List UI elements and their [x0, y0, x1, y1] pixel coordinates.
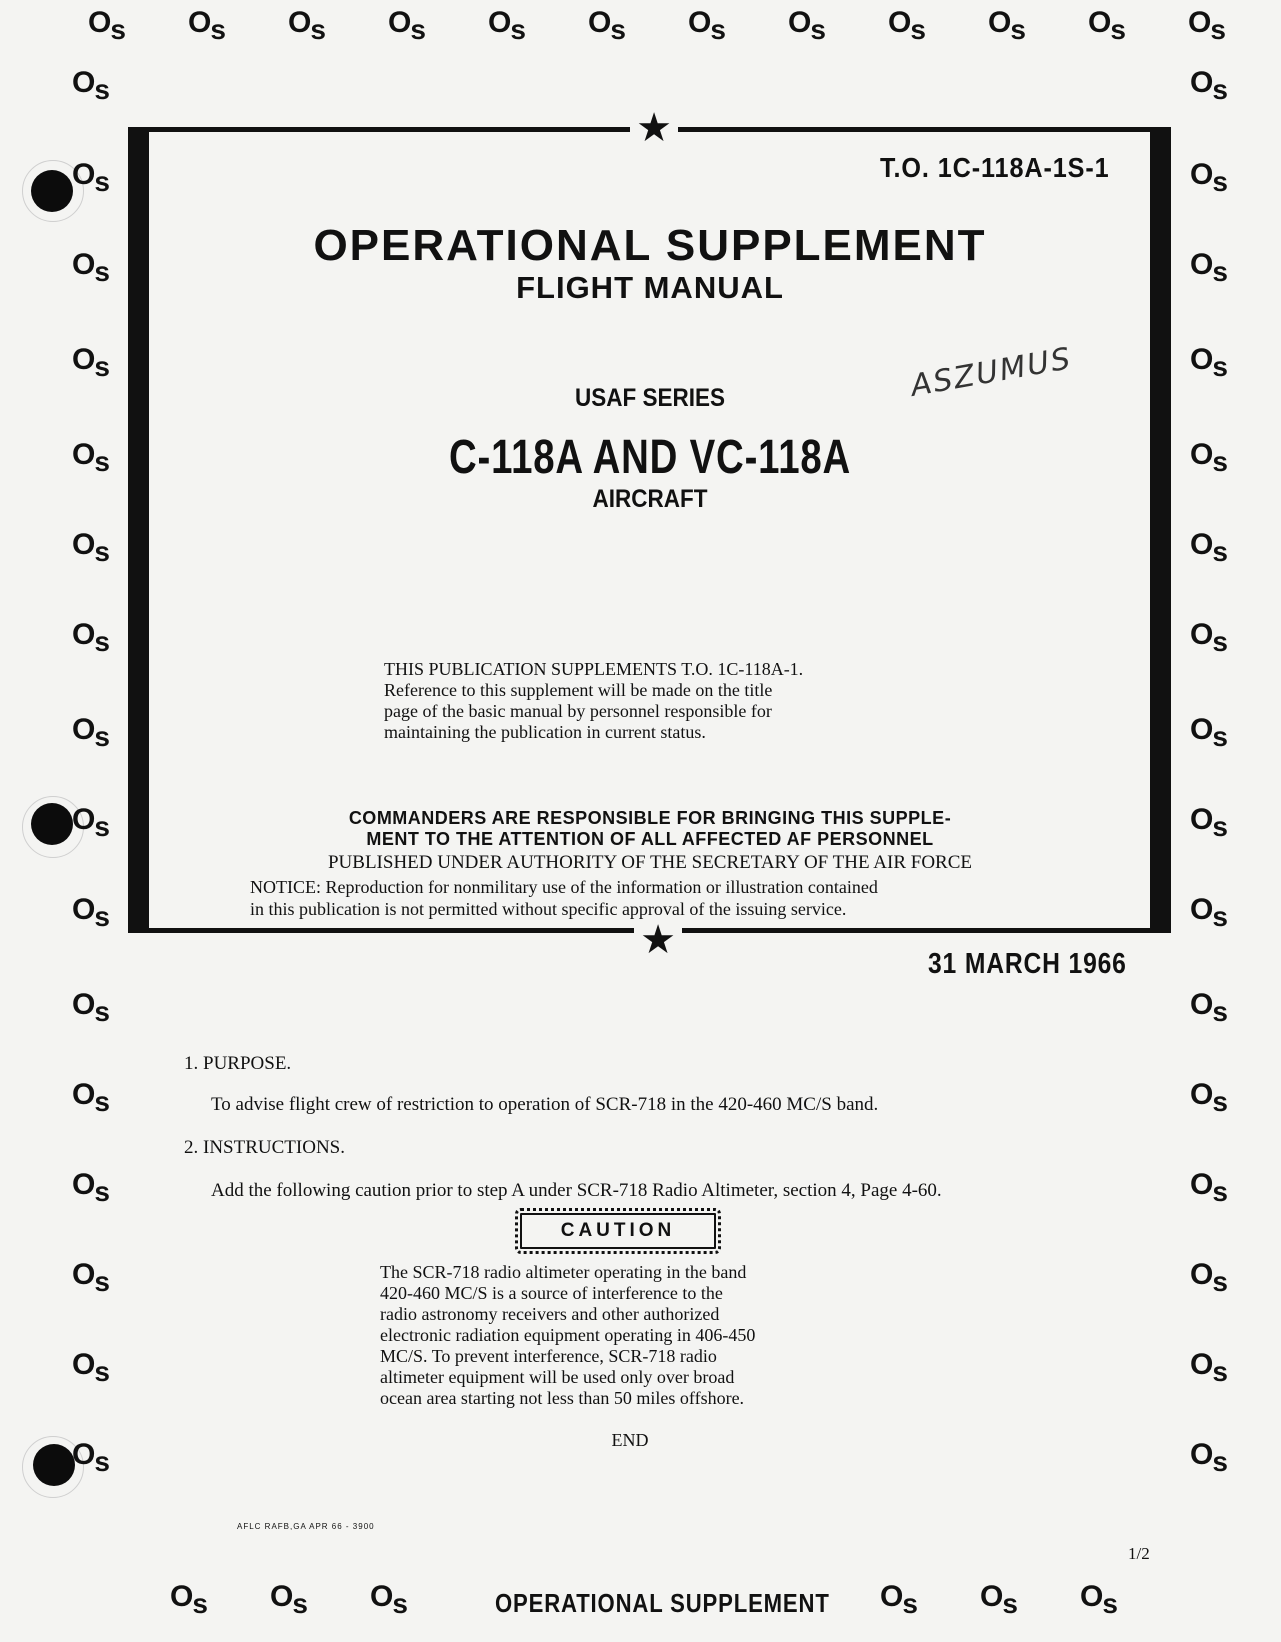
authority-statement: PUBLISHED UNDER AUTHORITY OF THE SECRETARY OF THE AIR FORCE: [327, 852, 972, 873]
document-number: T.O. 1C-118A-1S-1: [880, 152, 1110, 183]
caution-line: altimeter equipment will be used only over broad: [380, 1367, 735, 1387]
os-mark: Os: [880, 1580, 917, 1619]
instructions-text: Add the following caution prior to step A under SCR-718 Radio Altimeter, section 4, Page 4-60.: [211, 1180, 942, 1201]
os-mark: Os: [888, 6, 925, 45]
os-mark: Os: [988, 6, 1025, 45]
os-mark: Os: [88, 6, 125, 45]
footer-title: OPERATIONAL SUPPLEMENT: [495, 1588, 830, 1618]
os-mark: Os: [1190, 248, 1227, 287]
os-mark: Os: [72, 528, 109, 567]
os-mark: Os: [1190, 803, 1227, 842]
os-mark: Os: [1190, 1258, 1227, 1297]
os-mark: Os: [72, 343, 109, 382]
os-mark: Os: [1188, 6, 1225, 45]
os-mark: Os: [1190, 343, 1227, 382]
aircraft-model: C-118A AND VC-118A: [448, 431, 852, 484]
caution-line: radio astronomy receivers and other authorized: [380, 1304, 720, 1324]
os-mark: Os: [388, 6, 425, 45]
caution-line: 420-460 MC/S is a source of interference to the: [380, 1283, 723, 1303]
os-mark: Os: [72, 1078, 109, 1117]
supplement-note: [384, 659, 944, 743]
os-mark: Os: [170, 1580, 207, 1619]
supplement-line: page of the basic manual by personnel responsible for: [384, 701, 772, 721]
caution-line: ocean area starting not less than 50 miles offshore.: [380, 1388, 745, 1408]
os-mark: Os: [72, 1348, 109, 1387]
page-title: OPERATIONAL SUPPLEMENT: [313, 221, 987, 270]
os-mark: Os: [72, 1168, 109, 1207]
commanders-notice: [300, 808, 1000, 850]
os-mark: Os: [72, 1438, 109, 1477]
os-mark: Os: [72, 248, 109, 287]
handwritten-signature: ASZUMUS: [908, 341, 1075, 404]
os-mark: Os: [1190, 438, 1227, 477]
os-mark: Os: [1190, 713, 1227, 752]
caution-line: MC/S. To prevent interference, SCR-718 radio: [380, 1346, 717, 1366]
os-mark: Os: [588, 6, 625, 45]
os-mark: Os: [1190, 618, 1227, 657]
star-icon-top: ★: [630, 108, 678, 148]
os-mark: Os: [72, 1258, 109, 1297]
caution-text: [380, 1262, 880, 1409]
os-mark: Os: [72, 803, 109, 842]
os-mark: Os: [188, 6, 225, 45]
os-mark: Os: [370, 1580, 407, 1619]
os-mark: Os: [980, 1580, 1017, 1619]
os-mark: Os: [72, 66, 109, 105]
os-mark: Os: [1080, 1580, 1117, 1619]
supplement-line: maintaining the publication in current status.: [384, 722, 706, 742]
os-mark: Os: [688, 6, 725, 45]
notice-line: NOTICE: Reproduction for nonmilitary use of the information or illustration contained: [250, 877, 878, 897]
supplement-line: Reference to this supplement will be made on the title: [384, 680, 773, 700]
print-code: AFLC RAFB,GA APR 66 - 3900: [237, 1522, 375, 1531]
page-number: 1/2: [1128, 1544, 1150, 1563]
purpose-heading: 1. PURPOSE.: [184, 1053, 292, 1074]
instructions-heading: 2. INSTRUCTIONS.: [184, 1137, 345, 1158]
os-mark: Os: [1190, 66, 1227, 105]
os-mark: Os: [72, 893, 109, 932]
os-mark: Os: [288, 6, 325, 45]
os-mark: Os: [1190, 893, 1227, 932]
notice-line: in this publication is not permitted without specific approval of the issuing service.: [250, 899, 847, 919]
commanders-line: MENT TO THE ATTENTION OF ALL AFFECTED AF PERSONNEL: [366, 829, 934, 849]
os-mark: Os: [1190, 158, 1227, 197]
os-mark: Os: [72, 438, 109, 477]
os-mark: Os: [488, 6, 525, 45]
punch-hole-top: [31, 170, 73, 212]
caution-line: The SCR-718 radio altimeter operating in the band: [380, 1262, 747, 1282]
aircraft-label: AIRCRAFT: [592, 485, 708, 513]
punch-hole-middle: [31, 803, 73, 845]
caution-line: electronic radiation equipment operating in 406-450: [380, 1325, 756, 1345]
publication-date: 31 MARCH 1966: [928, 948, 1127, 980]
supplement-line: THIS PUBLICATION SUPPLEMENTS T.O. 1C-118A-1.: [384, 659, 804, 679]
os-mark: Os: [72, 713, 109, 752]
os-mark: Os: [270, 1580, 307, 1619]
reproduction-notice: [250, 876, 1110, 920]
os-mark: Os: [1190, 988, 1227, 1027]
purpose-text: To advise flight crew of restriction to operation of SCR-718 in the 420-460 MC/S band.: [211, 1094, 879, 1115]
commanders-line: COMMANDERS ARE RESPONSIBLE FOR BRINGING THIS SUPPLE-: [348, 808, 952, 828]
caution-badge: [515, 1208, 721, 1254]
series-label: USAF SERIES: [574, 384, 726, 412]
os-mark: Os: [72, 988, 109, 1027]
os-mark: Os: [788, 6, 825, 45]
os-mark: Os: [72, 158, 109, 197]
os-mark: Os: [1190, 528, 1227, 567]
os-mark: Os: [1190, 1168, 1227, 1207]
os-mark: Os: [1088, 6, 1125, 45]
os-mark: Os: [1190, 1348, 1227, 1387]
os-mark: Os: [1190, 1078, 1227, 1117]
end-marker: END: [611, 1430, 649, 1450]
page-subtitle: FLIGHT MANUAL: [516, 270, 784, 305]
star-icon-bottom: ★: [634, 920, 682, 960]
punch-hole-bottom: [33, 1444, 75, 1486]
caution-label: CAUTION: [560, 1220, 676, 1241]
os-mark: Os: [72, 618, 109, 657]
os-mark: Os: [1190, 1438, 1227, 1477]
